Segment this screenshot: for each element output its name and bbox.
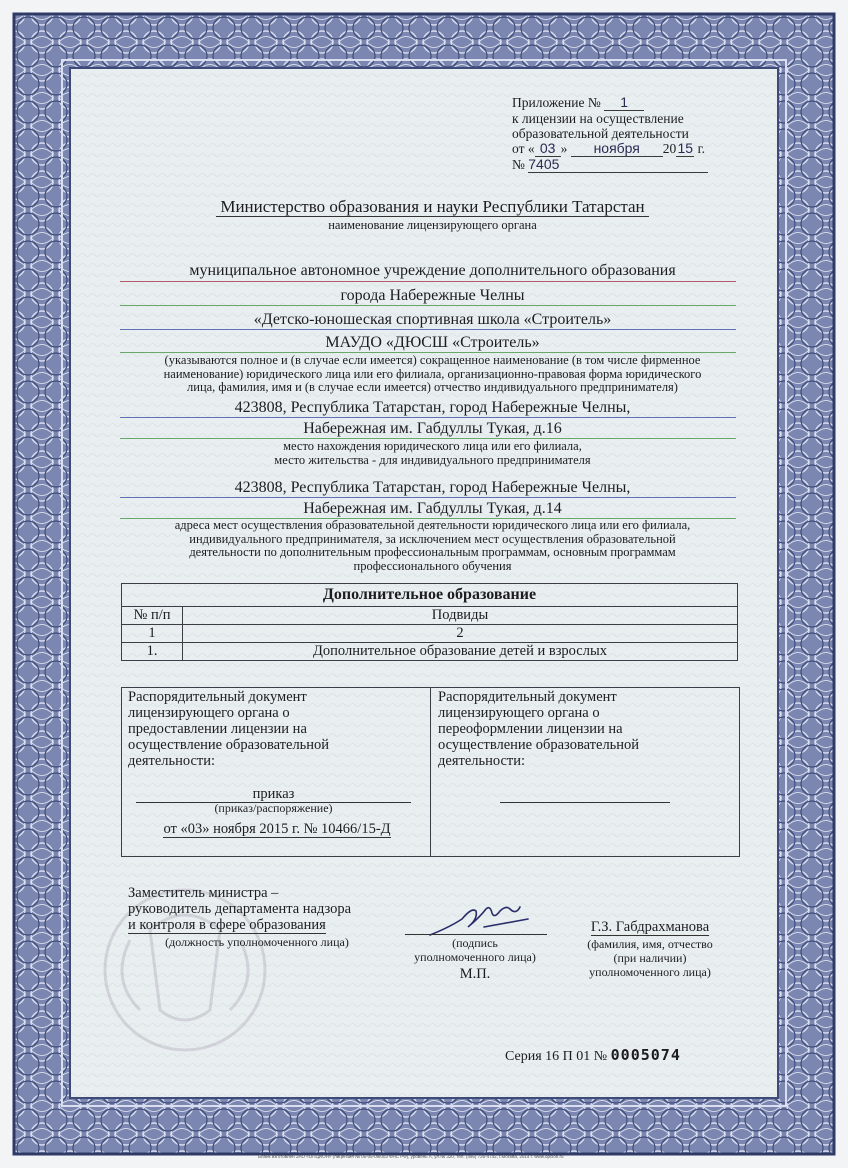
location-line2: Набережная им. Габдуллы Тукая, д.16 (303, 420, 562, 437)
table-title-row (122, 584, 738, 607)
row-subtype: Дополнительное образование детей и взрослых (183, 643, 738, 661)
appendix-number: 1 (604, 95, 644, 111)
signer-name: Г.З. Габдрахманова (590, 919, 710, 935)
activity-address-caption: адреса мест осуществления образовательной деятельности юридического лица или его филиала, индивидуального предпринимателя, за исключением мест осуществления образовательной деятельности по дополнительным профессиональным программам, основным программам профессионального обучения (174, 518, 691, 573)
licensee-caption: (указываются полное и (в случае если имеется) сокращенное наименование (в том числе фирменное наименование) юридического лица или его филиала, организационно-правовая форма юридического лица, фамилия, имя и (в случае если имеется) отчество индивидуального предпринимателя) (163, 353, 702, 394)
grant-document-type-caption: (приказ/распоряжение) (214, 801, 333, 815)
index-cell: 2 (183, 625, 738, 643)
rule (120, 281, 736, 282)
stamp-label: М.П. (459, 966, 491, 982)
licensee-name-line3: «Детско-юношеская спортивная школа «Строитель» (253, 311, 612, 328)
date-month: ноября (571, 141, 663, 157)
date-day: 03 (535, 141, 561, 157)
row-number: 1. (122, 643, 183, 661)
license-number: 7405 (528, 157, 708, 173)
table-header-row (122, 607, 738, 625)
date-year-end: г. (697, 141, 705, 156)
activity-address-line2: Набережная им. Габдуллы Тукая, д.14 (303, 500, 562, 517)
serial-series: 16 П 01 (545, 1049, 591, 1064)
serial-no-label: № (593, 1049, 608, 1064)
documents-divider (430, 688, 431, 856)
licensee-name-line2: города Набережные Челны (340, 287, 525, 304)
header-number: № п/п (122, 607, 183, 625)
appendix-line1: к лицензии на осуществление (512, 111, 684, 126)
education-table (121, 583, 738, 661)
serial-number: 0005074 (610, 1046, 681, 1064)
rule (120, 417, 736, 418)
appendix-line2: образовательной деятельности (512, 126, 689, 141)
documents-box (121, 687, 740, 857)
grant-document-label: Распорядительный документ лицензирующего органа о предоставлении лицензии на осуществление образовательной деятельности: (128, 689, 330, 769)
licensee-name-line1: муниципальное автономное учреждение дополнительного образования (189, 262, 676, 279)
reissue-document-label: Распорядительный документ лицензирующего органа о переоформлении лицензии на осуществление образовательной деятельности: (438, 689, 640, 769)
date-from-prefix: от « (512, 141, 535, 156)
authority-caption: наименование лицензирующего органа (328, 218, 537, 232)
license-no-label: № (512, 157, 525, 172)
header-subtypes: Подвиды (183, 607, 738, 625)
appendix-label: Приложение № (512, 95, 601, 110)
printer-footer: Бланк изготовлен ЗАО «ОПЦИОН» (лицензия № 05-05-09/003 ФНС РФ), уровень А, ул.№ 320, тел. (495) 726-4742, г.Москва, 2014 г. www.opcion.ru (258, 1154, 564, 1159)
date-mid: » (560, 141, 568, 156)
rule (120, 329, 736, 330)
grant-document-type: приказ (136, 786, 411, 803)
index-cell: 1 (122, 625, 183, 643)
serial-label: Серия (505, 1049, 542, 1064)
licensee-short-name: МАУДО «ДЮСШ «Строитель» (325, 334, 540, 351)
date-year-prefix: 20 (662, 141, 677, 156)
signature-caption: (подпись уполномоченного лица) (414, 936, 536, 964)
signer-name-caption: (фамилия, имя, отчество (при наличии) уполномоченного лица) (587, 937, 713, 979)
rule (120, 497, 736, 498)
table-title: Дополнительное образование (122, 584, 738, 607)
date-year: 15 (677, 140, 694, 156)
table-row (122, 643, 738, 661)
signer-position: Заместитель министра – руководитель департамента надзора и контроля в сфере образования (128, 885, 352, 933)
reissue-document-blank (500, 802, 670, 803)
table-index-row (122, 625, 738, 643)
serial-block (505, 1046, 735, 1065)
grant-document-ref: от «03» ноября 2015 г. № 10466/15-Д (163, 821, 391, 837)
signature-line (405, 934, 547, 935)
rule (120, 305, 736, 306)
appendix-header (512, 95, 742, 173)
signer-position-caption: (должность уполномоченного лица) (165, 935, 349, 949)
authority-name: Министерство образования и науки Республики Татарстан (140, 197, 725, 217)
location-line1: 423808, Республика Татарстан, город Набережные Челны, (234, 399, 631, 416)
location-caption: место нахождения юридического лица или его филиала, место жительства - для индивидуального предпринимателя (274, 439, 591, 467)
activity-address-line1: 423808, Республика Татарстан, город Набережные Челны, (234, 479, 631, 496)
